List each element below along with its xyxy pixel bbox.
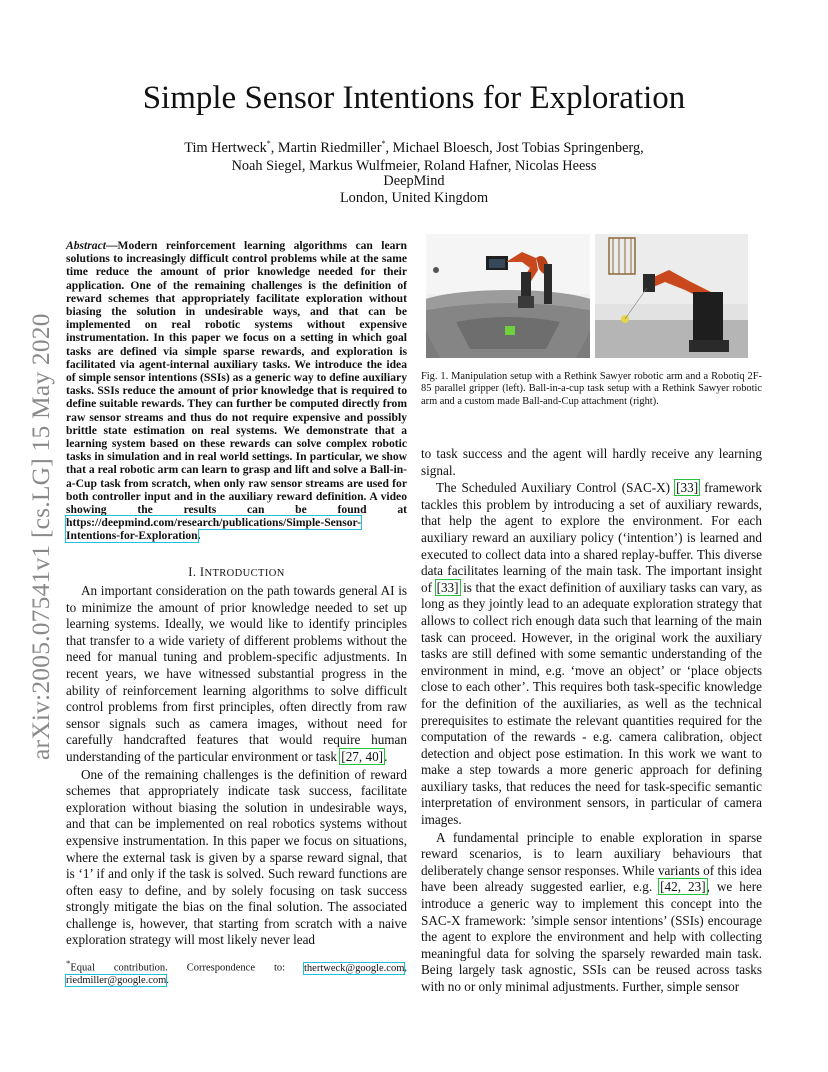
section-title-rest: NTRODUCTION bbox=[204, 568, 285, 579]
affiliation: DeepMind bbox=[383, 173, 445, 189]
paragraph bbox=[421, 480, 762, 828]
location: London, United Kingdom bbox=[339, 190, 489, 206]
author-name: , Martin Riedmiller bbox=[270, 139, 382, 156]
equal-contribution-mark: * bbox=[266, 139, 271, 148]
email-link-hertweck[interactable]: thertweck@google.com bbox=[304, 962, 405, 974]
abstract-label: Abstract bbox=[66, 239, 106, 252]
footnote bbox=[66, 957, 407, 988]
abstract-body: —Modern reinforcement learning algorithms can learn solutions to increasingly difficult control problems while at the same time reduce the amount of prior knowledge needed for their application. One of the remaining challenges is the definition of reward schemes that appropriately facilitate exploration without biasing the solution in undesirable ways, and that can be implemented on real robotic systems without expensive instrumentation. In this paper we focus on a setting in which goal tasks are defined via simple sparse rewards, and exploration is facilitated via agent-internal auxiliary tasks. We introduce the idea of simple sensor intentions (SSIs) as a generic way to define auxiliary tasks. SSIs reduce the amount of prior knowledge that is required to define suitable rewards. They can further be computed directly from raw sensor streams and thus do not require expensive and possibly brittle state estimation on real systems. We demonstrate that a learning system based on these rewards can solve complex robotic tasks in simulation and in real world settings. In particular, we show that a real robotic arm can learn to grasp and lift and solve a Ball-in-a-Cup task from scratch, when only raw sensor streams are used for both controller input and in the auxiliary reward definition. A video showing the results can be found at bbox=[66, 239, 407, 517]
citation-link[interactable]: [33] bbox=[676, 480, 699, 496]
equal-contribution-mark: * bbox=[381, 139, 386, 148]
video-link[interactable]: https://deepmind.com/research/publications/Simple-Sensor-Intentions-for-Exploration bbox=[66, 516, 362, 543]
abstract-end: . bbox=[197, 529, 201, 543]
paragraph-text: A fundamental principle to enable exploration in sparse reward scenarios, is to learn auxiliary behaviours that deliberately change sensor responses. While variants of this idea have been already suggested earlier, e.g. bbox=[421, 829, 762, 895]
email-link-riedmiller[interactable]: riedmiller@google.com bbox=[66, 975, 167, 987]
author-name: Tim Hertweck bbox=[184, 139, 267, 156]
footnote-mark: * bbox=[66, 958, 71, 968]
abstract bbox=[66, 239, 407, 543]
citation-link[interactable]: [27, 40] bbox=[341, 748, 384, 764]
author-name: , Michael Bloesch, Jost Tobias Springenberg, bbox=[385, 139, 644, 156]
manipulation-setup-photo bbox=[426, 234, 590, 358]
paragraph-text: The Scheduled Auxiliary Control (SAC-X) bbox=[436, 480, 676, 496]
paragraph: One of the remaining challenges is the definition of reward schemes that appropriately indicate task success, facilitate exploration without biasing the solution in undesirable ways, and that can be implemented on real robotics systems without expensive instrumentation. In this paper we focus on situations, where the external task is given by a sparse reward signal, that is ‘1’ if and only if the task is solved. Such reward functions are often easy to define, and by solely focusing on task success strongly mitigate the bias on the final solution. The associated challenge is, however, that starting from scratch with a naive exploration strategy will most likely never lead bbox=[66, 766, 407, 948]
right-column-body bbox=[421, 446, 762, 996]
arxiv-stamp: arXiv:2005.07541v1 [cs.LG] 15 May 2020 bbox=[26, 313, 55, 760]
ball-in-cup-setup-photo bbox=[595, 234, 748, 358]
footnote-sep: , bbox=[404, 962, 407, 974]
paragraph-text: , we here introduce a generic way to implement this concept into the SAC-X framework: ’simple sensor intentions’ (SSIs) encourage the agent to explore the environment and help with collecting meaningful data for solving the sparsely rewarded main task. Being largely task agnostic, SSIs can be reused across tasks with no or only minimal adjustments. Further, simple sensor bbox=[421, 879, 762, 994]
paper-title: Simple Sensor Intentions for Exploration bbox=[142, 80, 686, 116]
author-list bbox=[120, 135, 708, 175]
section-heading-introduction bbox=[66, 564, 407, 582]
paragraph: to task success and the agent will hardly receive any learning signal. bbox=[421, 446, 762, 478]
paragraph-end: . bbox=[384, 748, 388, 764]
left-column-body bbox=[66, 583, 407, 949]
paragraph-text: framework tackles this problem by introducing a set of auxiliary rewards, that help the agent to explore the environment. For each auxiliary reward an auxiliary policy (‘intention’) is learned and executed to collect data into a shared replay-buffer. This diverse data facilitates learning of the main task. The important insight of bbox=[421, 480, 762, 595]
section-initial: I bbox=[199, 565, 205, 579]
paragraph-text: is that the exact definition of auxiliary tasks can vary, as long as they jointly lead to an adequate exploration strategy that allows to collect rich enough data such that learning of the main task can proceed. However, in the original work the auxiliary tasks are still defined with some semantic understanding of the environment in mind, e.g. ‘move an object’ or ‘place objects close to each other’. This requires both task-specific knowledge for the definition of the auxiliaries, as well as the technical prerequisites to estimate the relevant quantities required for the computation of the rewards - e.g. camera calibration, object detection and object pose estimation. In this work we want to make a step towards a more generic approach for defining auxiliary tasks, that reduces the need for task-specific semantic interpretation of environment sensors, in particular of camera images. bbox=[421, 579, 762, 828]
paragraph bbox=[421, 830, 762, 996]
author-line-2: Noah Siegel, Markus Wulfmeier, Roland Hafner, Nicolas Heess bbox=[231, 157, 597, 174]
paragraph-text: An important consideration on the path towards general AI is to minimize the amount of prior knowledge needed to set up learning systems. Ideally, we would like to identify principles that transfer to a wide variety of different problems without the need for manual tuning and problem-specific adjustments. In recent years, we have witnessed substantial progress in the ability of reinforcement learning algorithms to solve difficult control problems from first principles, often directly from raw sensor signals such as camera images, without need for carefully handcrafted features that would require human understanding of the particular environment or task bbox=[66, 583, 407, 764]
figure-caption: Fig. 1. Manipulation setup with a Rethink Sawyer robotic arm and a Robotiq 2F-85 parallel gripper (left). Ball-in-a-cup task setup with a Rethink Sawyer robotic arm and a custom made Ball-and-Cup attachment (right). bbox=[421, 371, 762, 407]
paragraph bbox=[66, 583, 407, 766]
footnote-text: Equal contribution. Correspondence to: bbox=[70, 962, 305, 974]
citation-link[interactable]: [42, 23] bbox=[660, 879, 706, 895]
footnote-end: . bbox=[166, 975, 169, 987]
citation-link[interactable]: [33] bbox=[436, 579, 459, 595]
section-number: I. bbox=[188, 565, 200, 579]
